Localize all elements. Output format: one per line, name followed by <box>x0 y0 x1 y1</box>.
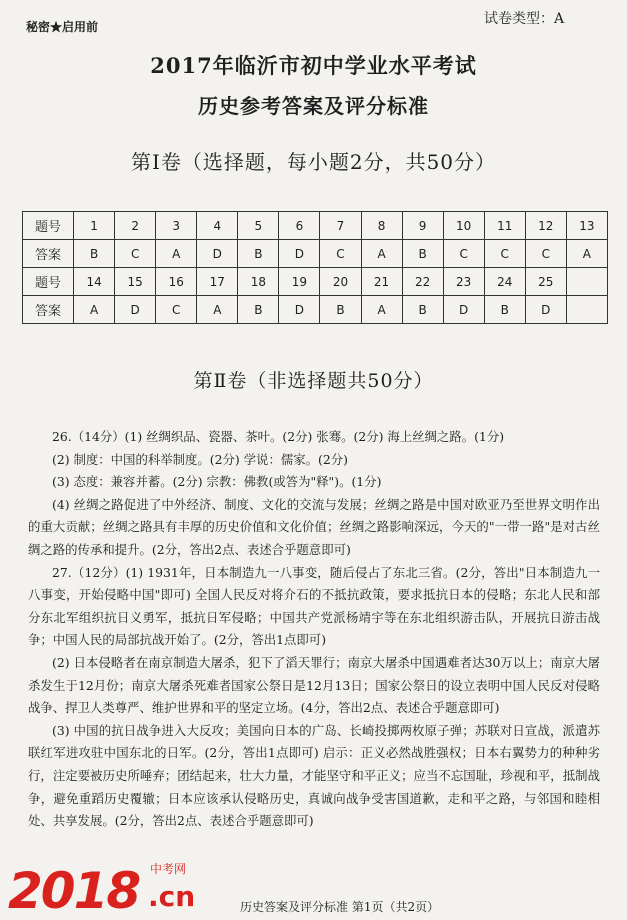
question-number-cell: 12 <box>525 212 566 240</box>
answer-cell: D <box>197 240 238 268</box>
answer-paragraph: (2) 日本侵略者在南京制造大屠杀，犯下了滔天罪行；南京大屠杀中国遇难者达30万以上；南京大屠杀发生于12月份；南京大屠杀死难者国家公祭日是12月13日；国家公祭日的设立表明中国人民反对侵略战争、捍卫人类尊严、维护世界和平的坚定立场。(4分，答出2点、表述合乎题意即可) <box>28 654 600 716</box>
answer-cell: B <box>484 296 525 324</box>
answer-cell: D <box>443 296 484 324</box>
answer-cell: B <box>238 240 279 268</box>
question-number-cell: 4 <box>197 212 238 240</box>
answer-table <box>22 211 608 324</box>
number-row <box>23 268 608 296</box>
answer-cell: A <box>361 240 402 268</box>
answer-row-label: 答案 <box>23 240 74 268</box>
exam-title: 2017年临沂市初中学业水平考试 <box>150 53 477 78</box>
answer-cell: C <box>115 240 156 268</box>
part2-heading: 第Ⅱ卷（非选择题共50分） <box>193 370 434 392</box>
answer-cell: B <box>74 240 115 268</box>
logo-subtitle: 中考网 <box>150 862 187 876</box>
question-number-cell: 18 <box>238 268 279 296</box>
question-number-cell: 2 <box>115 212 156 240</box>
classification-label: 秘密★启用前 <box>26 20 99 34</box>
question-number-cell: 20 <box>320 268 361 296</box>
logo-number: 2018 <box>8 862 140 920</box>
question-number-cell: 9 <box>402 212 443 240</box>
question-number-cell: 14 <box>74 268 115 296</box>
answer-cell: D <box>525 296 566 324</box>
answer-paragraph: (2) 制度：中国的科举制度。(2分) 学说：儒家。(2分) <box>52 451 348 467</box>
question-number-cell: 5 <box>238 212 279 240</box>
answer-row <box>23 296 608 324</box>
answer-paragraph: (4) 丝绸之路促进了中外经济、制度、文化的交流与发展；丝绸之路是中国对欧亚乃至世界文明作出的重大贡献；丝绸之路具有丰厚的历史价值和文化价值；丝绸之路影响深远，今天的"一带一路"是对古丝绸之路的传承和提升。(2分，答出2点、表述合乎题意即可) <box>28 496 600 557</box>
logo-domain: .cn <box>148 880 196 913</box>
paper-type-label: 试卷类型：A <box>484 11 565 27</box>
answer-cell: D <box>279 296 320 324</box>
question-number-cell: 13 <box>566 212 607 240</box>
answer-paragraph: (3) 态度：兼容并蓄。(2分) 宗教：佛教(或答为"释")。(1分) <box>52 474 382 490</box>
question-number-cell: 22 <box>402 268 443 296</box>
answer-cell: C <box>156 296 197 324</box>
question-number-cell: 7 <box>320 212 361 240</box>
answer-cell: A <box>361 296 402 324</box>
answer-cell: C <box>443 240 484 268</box>
page-footer: 历史答案及评分标准 第1页（共2页） <box>240 900 440 914</box>
question-number-cell: 17 <box>197 268 238 296</box>
answer-cell: A <box>74 296 115 324</box>
answer-cell <box>566 296 607 324</box>
question-number-cell: 6 <box>279 212 320 240</box>
question-number-cell: 21 <box>361 268 402 296</box>
answer-cell: B <box>238 296 279 324</box>
question-number-cell: 25 <box>525 268 566 296</box>
question-number-cell: 24 <box>484 268 525 296</box>
number-row-label: 题号 <box>23 268 74 296</box>
question-number-cell: 15 <box>115 268 156 296</box>
question-number-cell: 10 <box>443 212 484 240</box>
answer-cell: A <box>197 296 238 324</box>
question-number-cell: 3 <box>156 212 197 240</box>
question-number-cell: 23 <box>443 268 484 296</box>
question-number-cell <box>566 268 607 296</box>
answer-cell: D <box>279 240 320 268</box>
answer-cell: C <box>484 240 525 268</box>
answer-cell: C <box>320 240 361 268</box>
answer-cell: B <box>402 296 443 324</box>
question-number-cell: 19 <box>279 268 320 296</box>
number-row <box>23 212 608 240</box>
answer-paragraph: 27.（12分）(1) 1931年，日本制造九一八事变，随后侵占了东北三省。(2分，答出"日本制造九一八事变，开始侵略中国"即可) 全国人民反对将介石的不抵抗政策，要求抵抗日本的侵略；东北人民和部分东北军组织抗日义勇军，抵抗日军侵略；中国共产党派杨靖宇等在东北组织游击队，开展抗日游击战争；中国人民的局部抗战开始了。(2分，答出1点即可) <box>28 564 600 648</box>
number-row-label: 题号 <box>23 212 74 240</box>
answer-cell: B <box>402 240 443 268</box>
subject-title: 历史参考答案及评分标准 <box>198 94 429 118</box>
answer-cell: D <box>115 296 156 324</box>
answer-row-label: 答案 <box>23 296 74 324</box>
answer-cell: B <box>320 296 361 324</box>
answer-paragraph: 26.（14分）(1) 丝绸织品、瓷器、茶叶。(2分) 张骞。(2分) 海上丝绸之路。(1分) <box>52 429 505 444</box>
question-number-cell: 16 <box>156 268 197 296</box>
answer-body <box>28 426 600 833</box>
question-number-cell: 1 <box>74 212 115 240</box>
answer-cell: C <box>525 240 566 268</box>
question-number-cell: 11 <box>484 212 525 240</box>
answer-paragraph: (3) 中国的抗日战争进入大反攻；美国向日本的广岛、长崎投掷两枚原子弹；苏联对日宣战，派遣苏联红军进攻驻中国东北的日军。(2分，答出1点即可) 启示：正义必然战胜强权；日本右翼势力的种种劣行，注定要被历史所唾弃；团结起来，壮大力量，才能坚守和平正义；应当不忘国耻，珍视和平，抵制战争，避免重蹈历史覆辙；日本应该承认侵略历史，真诚向战争受害国道歉，走和平之路，与邻国和睦相处、共享发展。(2分，答出2点、表述合乎题意即可) <box>28 722 600 829</box>
part1-heading: 第Ⅰ卷（选择题，每小题2分，共50分） <box>130 150 497 174</box>
question-number-cell: 8 <box>361 212 402 240</box>
answer-row <box>23 240 608 268</box>
answer-cell: A <box>566 240 607 268</box>
site-logo <box>0 856 240 920</box>
answer-cell: A <box>156 240 197 268</box>
